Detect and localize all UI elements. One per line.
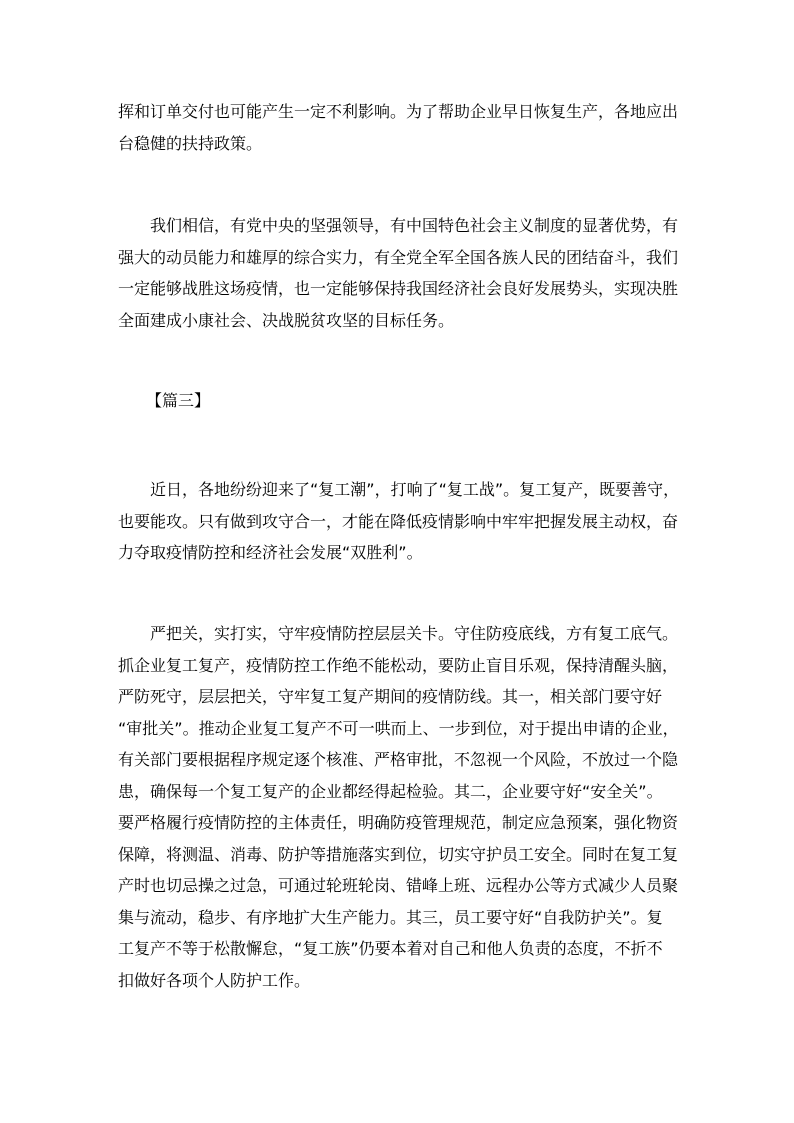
text-line: 工复产不等于松散懈怠，“复工族”仍要本着对自己和他人负责的态度，不折不 xyxy=(118,939,663,958)
paragraph-1 xyxy=(118,96,688,159)
text-line: 保障，将测温、消毒、防护等措施落实到位，切实守护员工安全。同时在复工复 xyxy=(118,844,679,864)
text-line: 近日，各地纷纷迎来了“复工潮”，打响了“复工战”。复工复产，既要善守， xyxy=(118,480,680,499)
text-line: 要严格履行疫情防控的主体责任，明确防疫管理规范，制定应急预案，强化物资 xyxy=(118,813,679,832)
text-line: 一定能够战胜这场疫情，也一定能够保持我国经济社会良好发展势头，实现决胜 xyxy=(118,279,679,298)
text-line: 扣做好各项个人防护工作。 xyxy=(118,970,311,990)
text-line: 台稳健的扶持政策。 xyxy=(118,133,263,153)
text-line: 强大的动员能力和雄厚的综合实力，有全党全军全国各族人民的团结奋斗，我们 xyxy=(118,247,679,267)
text-line: 有关部门要根据程序规定逐个核准、严格审批，不忽视一个风险，不放过一个隐 xyxy=(118,750,679,769)
text-line: 严防死守，层层把关，守牢复工复产期间的疫情防线。其一，相关部门要守好 xyxy=(118,687,663,706)
text-line: 产时也切忌操之过急，可通过轮班轮岗、错峰上班、远程办公等方式减少人员聚 xyxy=(118,876,679,895)
text-line: 严把关，实打实，守牢疫情防控层层关卡。守住防疫底线，方有复工底气。 xyxy=(118,624,679,643)
text-line: “审批关”。推动企业复工复产不可一哄而上、一步到位，对于提出申请的企业， xyxy=(118,718,679,738)
text-line: 集与流动，稳步、有序地扩大生产能力。其三，员工要守好“自我防护关”。复 xyxy=(118,907,663,927)
section-heading: 【篇三】 xyxy=(146,391,211,410)
text-line: 力夺取疫情防控和经济社会发展“双胜利”。 xyxy=(118,543,423,562)
text-line: 我们相信，有党中央的坚强领导，有中国特色社会主义制度的显著优势，有 xyxy=(118,216,679,235)
text-line: 挥和订单交付也可能产生一定不利影响。为了帮助企业早日恢复生产，各地应出 xyxy=(118,102,679,121)
paragraph-4 xyxy=(118,618,688,996)
text-line: 抓企业复工复产，疫情防控工作绝不能松动，要防止盲目乐观，保持清醒头脑， xyxy=(118,655,679,675)
paragraph-2 xyxy=(118,210,688,336)
text-line: 患，确保每一个复工复产的企业都经得起检验。其二，企业要守好“安全关”。 xyxy=(118,781,663,801)
paragraph-3 xyxy=(118,474,688,569)
text-line: 也要能攻。只有做到攻守合一，才能在降低疫情影响中牢牢把握发展主动权，奋 xyxy=(118,511,679,531)
text-line: 全面建成小康社会、决战脱贫攻坚的目标任务。 xyxy=(118,310,455,330)
